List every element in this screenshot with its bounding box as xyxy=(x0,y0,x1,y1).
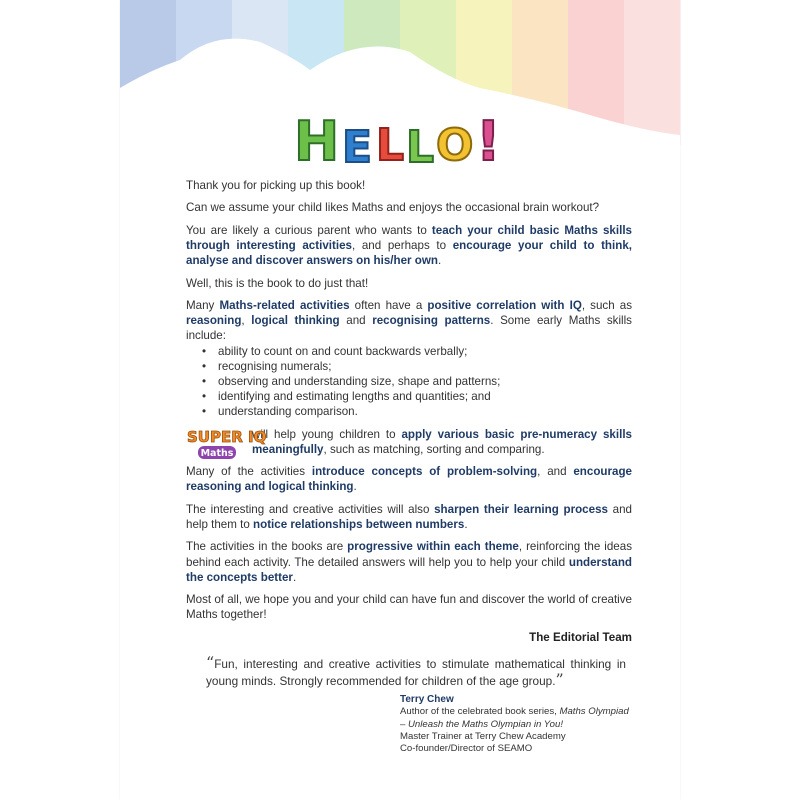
logo-line1: SUPER IQ xyxy=(187,427,267,446)
skill-item: • understanding comparison. xyxy=(202,404,632,419)
book-page xyxy=(120,0,680,800)
hello-letter-h: H xyxy=(294,110,340,173)
endorser-credit-trainer: Master Trainer at Terry Chew Academy xyxy=(400,730,566,742)
paragraph-progressive: The activities in the books are progressive within each theme, reinforcing the ideas behind each activity. The detailed answers will help you to help your child understand the concepts better. xyxy=(186,540,632,584)
hello-heading-graphic xyxy=(290,108,510,173)
paragraph-thanks: Thank you for picking up this book! xyxy=(186,179,366,192)
quote-text: Fun, interesting and creative activities to stimulate mathematical thinking in young minds. Strongly recommended for children of the age group. xyxy=(206,657,626,688)
paragraph-curious-parent: You are likely a curious parent who wants to teach your child basic Maths skills through interesting activities, and perhaps to encourage your child to think, analyse and discover answers on his/her own. xyxy=(186,223,632,268)
paragraph-assume: Can we assume your child likes Maths and enjoys the occasional brain workout? xyxy=(186,201,600,215)
paragraph-iq-correlation: Many Maths-related activities often have a positive correlation with IQ, such as reasoning, logical thinking and recognising patterns. Some early Maths skills include: xyxy=(186,298,633,343)
super-iq-maths-logo xyxy=(186,425,267,461)
hello-letter-e: E xyxy=(342,122,373,173)
paragraph-learning-process: The interesting and creative activities will also sharpen their learning process and help them to notice relationships between numbers. xyxy=(186,502,633,531)
stripe xyxy=(624,0,681,145)
skill-item: • ability to count on and count backwards verbally; xyxy=(202,344,632,359)
paragraph-have-fun: Most of all, we hope you and your child can have fun and discover the world of creative Maths together! xyxy=(186,593,632,622)
editorial-signoff: The Editorial Team xyxy=(529,630,632,644)
paragraph-super-iq: SUPER IQ Maths will help young children to apply various basic pre-numeracy skills meaningfully, such as matching, sorting and comparing. xyxy=(186,427,632,457)
endorser-credit-seamo: Co-founder/Director of SEAMO xyxy=(400,743,533,755)
paragraph-this-book: Well, this is the book to do just that! xyxy=(186,276,369,290)
endorsement-quote xyxy=(206,655,626,689)
skill-item: • observing and understanding size, shape and patterns; xyxy=(202,374,632,389)
hello-letter-o: O xyxy=(436,120,474,171)
paragraph-problem-solving: Many of the activities introduce concepts of problem-solving, and encourage reasoning and logical thinking. xyxy=(186,465,632,494)
intro-text xyxy=(186,178,632,652)
hello-letter-exclaim: ! xyxy=(476,110,501,173)
skill-item: • recognising numerals; xyxy=(202,359,632,374)
endorser-name: Terry Chew xyxy=(400,694,454,705)
logo-line2: Maths xyxy=(200,447,234,459)
quote-close-mark: ” xyxy=(555,670,564,689)
endorsement-attribution xyxy=(400,694,630,755)
quote-open-mark: “ xyxy=(206,653,215,672)
endorser-credit-author: Author of the celebrated book series, Maths Olympiad – Unleash the Maths Olympian in You! xyxy=(400,706,629,730)
skills-list xyxy=(186,344,632,420)
hello-letter-l1: L xyxy=(376,120,405,171)
skill-item: • identifying and estimating lengths and quantities; and xyxy=(202,389,632,404)
hello-letter-l2: L xyxy=(406,122,435,173)
